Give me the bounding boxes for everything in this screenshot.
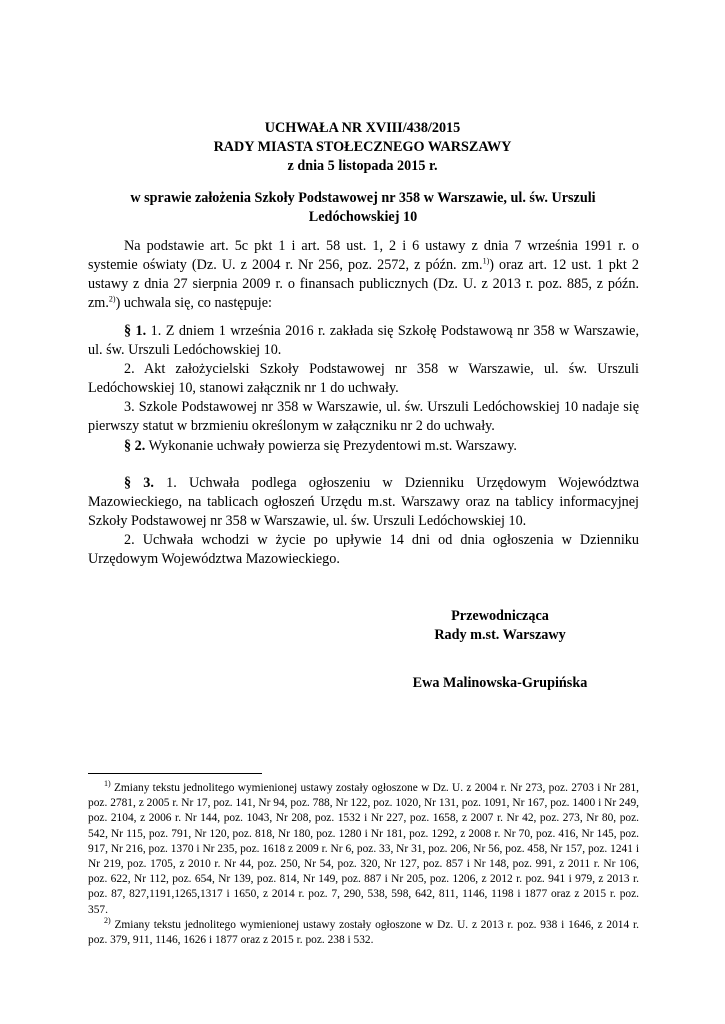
section-1 — [88, 322, 639, 436]
section-2 — [88, 437, 639, 456]
section-1-paragraph-1 — [88, 322, 639, 360]
signature-block — [380, 607, 620, 645]
footnote-2 — [88, 918, 639, 948]
footnotes — [88, 781, 639, 948]
preamble-text-1: Na podstawie art. 5c pkt 1 i art. 58 ust. 1, 2 i 6 ustawy z dnia 7 września 1991 r. o systemie oświaty (Dz. U. z 2004 r. Nr 256, poz. 2572, z późn. zm. — [88, 238, 639, 273]
footnote-ref-2: 2) — [108, 294, 116, 304]
resolution-header — [0, 119, 725, 176]
preamble — [88, 237, 639, 313]
section-3 — [88, 474, 639, 569]
section-1-paragraph-2: 2. Akt założycielski Szkoły Podstawowej nr 358 w Warszawie, ul. św. Urszuli Ledóchowskiej 10, stanowi załącznik nr 1 do uchwały. — [88, 361, 639, 396]
section-1-text-1: 1. Z dniem 1 września 2016 r. zakłada się Szkołę Podstawową nr 358 w Warszawie, ul. św. Urszuli Ledóchowskiej 10. — [88, 323, 639, 358]
footnote-2-mark: 2) — [104, 916, 111, 926]
footnote-1-mark: 1) — [104, 779, 111, 789]
subject-line-1: w sprawie założenia Szkoły Podstawowej nr 358 w Warszawie, ul. św. Urszuli — [130, 190, 596, 206]
resolution-subject — [88, 189, 638, 227]
signatory-body: Rady m.st. Warszawy — [434, 627, 566, 643]
footnote-separator — [88, 773, 262, 774]
resolution-date: z dnia 5 listopada 2015 r. — [287, 158, 438, 174]
section-3-text-1: 1. Uchwała podlega ogłoszeniu w Dzienniku Urzędowym Województwa Mazowieckiego, na tablicach ogłoszeń Urzędu m.st. Warszawy oraz na tablicy informacyjnej Szkoły Podstawowej nr 358 w Warszawie, ul. św. Urszuli Ledóchowskiej 10. — [88, 475, 639, 529]
section-1-label: § 1. — [124, 323, 147, 339]
footnote-1-text: Zmiany tekstu jednolitego wymienionej ustawy zostały ogłoszone w Dz. U. z 2004 r. Nr 273, poz. 2703 i Nr 281, poz. 2781, z 2005 r. Nr 17, poz. 141, Nr 94, poz. 788, Nr 122, poz. 1020, Nr 131, poz. 1091, Nr 167, poz. 1400 i Nr 249, poz. 2104, z 2006 r. Nr 144, poz. 1043, Nr 208, poz. 1532 i Nr 227, poz. 1658, z 2007 r. Nr 42, poz. 273, Nr 80, poz. 542, Nr 115, poz. 791, Nr 120, poz. 818, Nr 180, poz. 1280 i Nr 181, poz. 1292, z 2008 r. Nr 70, poz. 416, Nr 145, poz. 917, Nr 216, poz. 1370 i Nr 235, poz. 1618 z 2009 r. Nr 6, poz. 33, Nr 31, poz. 206, Nr 56, poz. 458, Nr 157, poz. 1241 i Nr 219, poz. 1705, z 2010 r. Nr 44, poz. 250, Nr 54, poz. 320, Nr 127, poz. 857 i Nr 148, poz. 991, z 2011 r. Nr 106, poz. 622, Nr 112, poz. 654, Nr 139, poz. 814, Nr 149, poz. 887 i Nr 205, poz. 1206, z 2012 r. poz. 941 i 979, z 2013 r. poz. 87, 827,1191,1265,1317 i 1650, z 2014 r. poz. 7, 290, 538, 598, 642, 811, 1146, 1198 i 1877 oraz z 2015 r. poz. 357. — [88, 782, 639, 916]
footnote-2-text: Zmiany tekstu jednolitego wymienionej ustawy zostały ogłoszone w Dz. U. z 2013 r. poz. 938 i 1646, z 2014 r. poz. 379, 911, 1146, 1626 i 1877 oraz z 2015 r. poz. 238 i 532. — [88, 918, 639, 947]
footnote-ref-1: 1) — [482, 256, 490, 266]
signatory-role: Przewodnicząca — [451, 608, 549, 624]
signatory-name: Ewa Malinowska-Grupińska — [412, 675, 588, 691]
section-3-paragraph-1 — [88, 474, 639, 531]
footnote-1 — [88, 781, 639, 918]
preamble-text-3: ) uchwala się, co następuje: — [115, 295, 272, 311]
preamble-paragraph — [88, 237, 639, 313]
resolution-number: UCHWAŁA NR XVIII/438/2015 — [264, 120, 461, 136]
subject-line-2: Ledóchowskiej 10 — [308, 209, 418, 225]
issuing-body: RADY MIASTA STOŁECZNEGO WARSZAWY — [213, 139, 512, 155]
section-3-label: § 3. — [124, 475, 154, 491]
section-2-text: Wykonanie uchwały powierza się Prezydentowi m.st. Warszawy. — [145, 438, 517, 454]
section-2-paragraph — [88, 437, 639, 456]
preamble-text-2: ) oraz art. 12 ust. 1 pkt 2 ustawy z dnia 27 sierpnia 2009 r. o finansach publicznych (Dz. U. z 2013 r. poz. 885, z późn. zm. — [88, 257, 639, 311]
section-3-paragraph-2: 2. Uchwała wchodzi w życie po upływie 14 dni od dnia ogłoszenia w Dzienniku Urzędowym Województwa Mazowieckiego. — [88, 532, 639, 567]
section-1-paragraph-3: 3. Szkole Podstawowej nr 358 w Warszawie, ul. św. Urszuli Ledóchowskiej 10 nadaje się pierwszy statut w brzmieniu określonym w załączniku nr 2 do uchwały. — [88, 399, 639, 434]
section-2-label: § 2. — [124, 438, 146, 454]
